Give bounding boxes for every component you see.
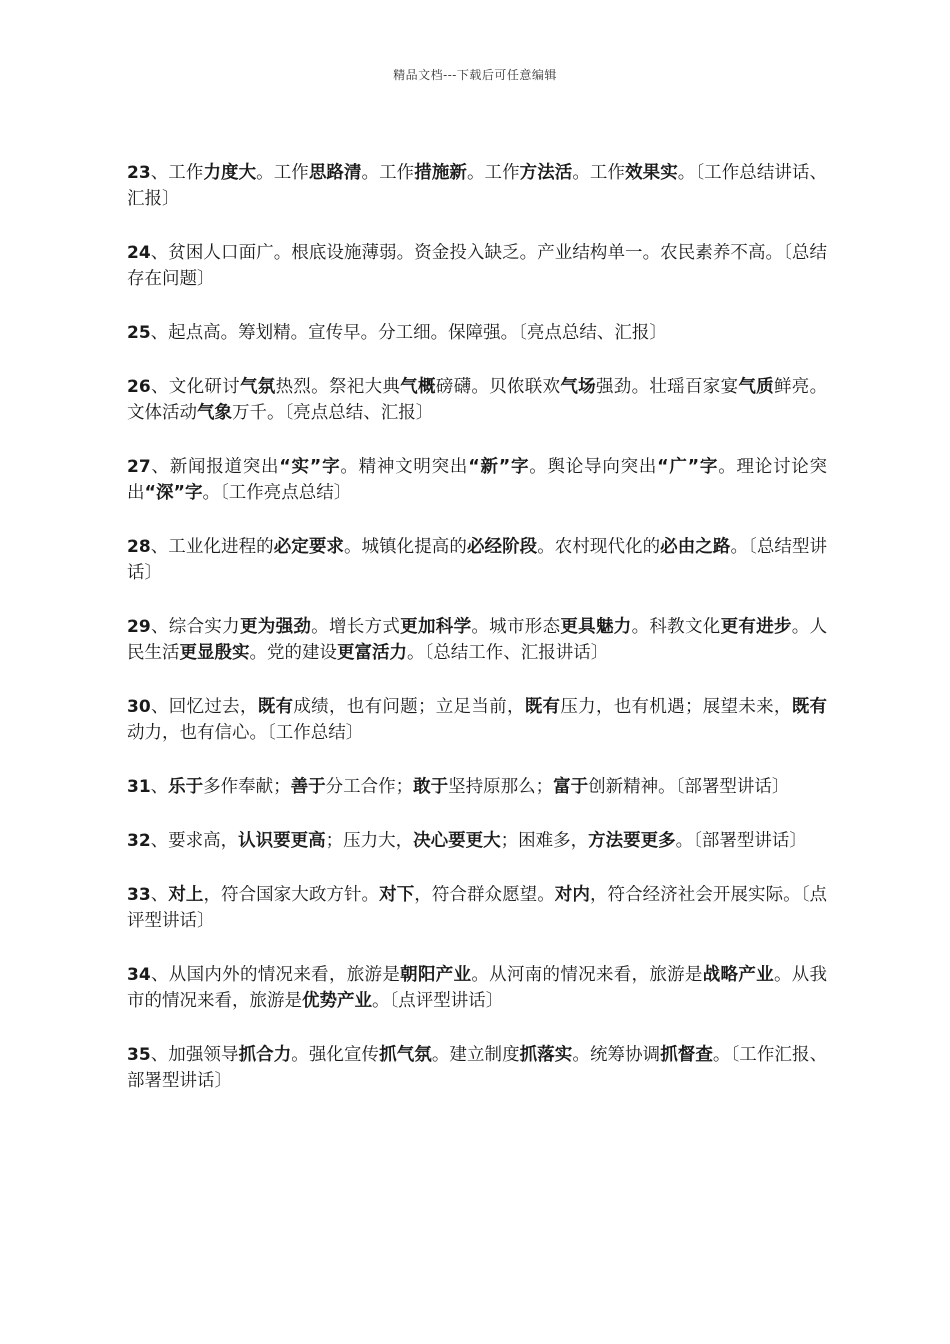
- emphasis-text: 效果实: [625, 163, 678, 183]
- emphasis-text: 更为强劲: [239, 617, 312, 637]
- body-text: 。增长方式: [311, 617, 401, 637]
- body-text: 鲜亮。文体活动: [127, 377, 828, 423]
- emphasis-text: 方法活: [519, 163, 573, 183]
- emphasis-text: 气氛: [239, 377, 276, 397]
- emphasis-text: 优势产业: [302, 991, 372, 1011]
- list-item: [127, 828, 827, 854]
- body-text: 、工业化进程的: [150, 537, 274, 557]
- emphasis-text: 更加科学: [400, 617, 472, 637]
- list-item: [127, 962, 827, 1014]
- emphasis-text: “广”字: [657, 457, 719, 477]
- body-text: 。城市形态: [471, 617, 561, 637]
- item-number: 30: [127, 697, 151, 717]
- emphasis-text: “新”字: [468, 457, 530, 477]
- body-text: 热烈。祭祀大典: [275, 377, 401, 397]
- list-item: [127, 374, 827, 426]
- body-text: 、工作: [150, 163, 204, 183]
- body-text: 、起点高。筹划精。宣传早。分工细。保障强。〔亮点总结、汇报〕: [150, 323, 667, 343]
- body-text: 。从河南的情况来看，旅游是: [471, 965, 703, 985]
- body-text: 磅礴。贝侬联欢: [435, 377, 561, 397]
- item-number: 25: [127, 323, 151, 343]
- emphasis-text: 必由之路: [660, 537, 731, 557]
- emphasis-text: 更有进步: [720, 617, 792, 637]
- list-item: [127, 240, 827, 292]
- item-number: 24: [127, 243, 151, 263]
- list-item: [127, 320, 827, 346]
- emphasis-text: 气场: [560, 377, 596, 397]
- list-item: [127, 1042, 827, 1094]
- item-number: 31: [127, 777, 151, 797]
- emphasis-text: 措施新: [414, 163, 467, 183]
- body-text: 。农村现代化的: [537, 537, 661, 557]
- emphasis-text: 思路清: [308, 163, 362, 183]
- body-text: 。强化宣传: [291, 1045, 380, 1065]
- body-text: 动力，也有信心。〔工作总结〕: [127, 723, 364, 743]
- body-text: 。〔总结型讲话〕: [127, 537, 828, 583]
- body-text: 。〔工作亮点总结〕: [202, 483, 352, 503]
- page-header: 精品文档---下载后可任意编辑: [393, 68, 557, 82]
- body-text: 、综合实力: [150, 617, 240, 637]
- body-text: 、新闻报道突出: [150, 457, 280, 477]
- emphasis-text: 更具魅力: [560, 617, 632, 637]
- body-text: 、从国内外的情况来看，旅游是: [150, 965, 401, 985]
- body-text: 。工作: [256, 163, 309, 183]
- emphasis-text: 既有: [524, 697, 561, 717]
- body-text: 压力，也有机遇；展望未来，: [560, 697, 792, 717]
- body-text: 。舆论导向突出: [529, 457, 658, 477]
- body-text: 。工作: [361, 163, 415, 183]
- body-text: 。科教文化: [631, 617, 721, 637]
- body-text: 万千。〔亮点总结、汇报〕: [232, 403, 434, 423]
- emphasis-text: 必定要求: [273, 537, 344, 557]
- emphasis-text: “实”字: [279, 457, 341, 477]
- emphasis-text: 战略产业: [702, 965, 774, 985]
- emphasis-text: 对上: [168, 885, 204, 905]
- document-body: [127, 160, 827, 1122]
- emphasis-text: 敢于: [413, 777, 449, 797]
- body-text: 。从我市的情况来看，旅游是: [127, 965, 828, 1011]
- item-number: 26: [127, 377, 151, 397]
- body-text: 。理论讨论突出: [127, 457, 828, 503]
- item-number: 34: [127, 965, 151, 985]
- body-text: ，符合群众愿望。: [414, 885, 555, 905]
- list-item: [127, 160, 827, 212]
- item-number: 32: [127, 831, 151, 851]
- body-text: 强劲。壮瑶百家宴: [595, 377, 739, 397]
- item-number: 27: [127, 457, 151, 477]
- body-text: 。建立制度: [431, 1045, 520, 1065]
- body-text: 。〔总结工作、汇报讲话〕: [407, 643, 609, 663]
- body-text: 。精神文明突出: [340, 457, 469, 477]
- emphasis-text: “深”字: [144, 483, 203, 503]
- body-text: 。城镇化提高的: [343, 537, 467, 557]
- item-number: 29: [127, 617, 151, 637]
- body-text: 、文化研讨: [150, 377, 240, 397]
- body-text: 。工作: [572, 163, 626, 183]
- emphasis-text: 朝阳产业: [400, 965, 472, 985]
- item-number: 23: [127, 163, 151, 183]
- emphasis-text: 既有: [257, 697, 294, 717]
- emphasis-text: 气质: [738, 377, 774, 397]
- body-text: ，符合国家大政方针。: [203, 885, 380, 905]
- body-text: 。〔工作汇报、部署型讲话〕: [127, 1045, 828, 1091]
- body-text: 、加强领导: [150, 1045, 239, 1065]
- emphasis-text: 更显殷实: [179, 643, 250, 663]
- item-number: 35: [127, 1045, 151, 1065]
- emphasis-text: 气象: [197, 403, 232, 423]
- emphasis-text: 对内: [554, 885, 590, 905]
- body-text: 。统筹协调: [572, 1045, 661, 1065]
- emphasis-text: 抓落实: [519, 1045, 573, 1065]
- list-item: [127, 882, 827, 934]
- emphasis-text: 方法要更多: [588, 831, 676, 851]
- item-number: 33: [127, 885, 151, 905]
- emphasis-text: 富于: [553, 777, 589, 797]
- body-text: 。〔点评型讲话〕: [372, 991, 504, 1011]
- body-text: 。人民生活: [127, 617, 828, 663]
- emphasis-text: 气概: [400, 377, 436, 397]
- list-item: [127, 534, 827, 586]
- body-text: 。工作: [466, 163, 520, 183]
- list-item: [127, 694, 827, 746]
- body-text: 、: [150, 885, 169, 905]
- body-text: ；困难多，: [500, 831, 589, 851]
- emphasis-text: 更富活力: [337, 643, 407, 663]
- body-text: 。〔工作总结讲话、汇报〕: [127, 163, 828, 209]
- body-text: 多作奉献；: [203, 777, 291, 797]
- body-text: 创新精神。〔部署型讲话〕: [588, 777, 790, 797]
- emphasis-text: 既有: [791, 697, 828, 717]
- emphasis-text: 认识要更高: [238, 831, 326, 851]
- emphasis-text: 抓气氛: [379, 1045, 432, 1065]
- emphasis-text: 善于: [290, 777, 326, 797]
- emphasis-text: 抓督查: [660, 1045, 713, 1065]
- body-text: 、回忆过去，: [150, 697, 258, 717]
- emphasis-text: 必经阶段: [466, 537, 538, 557]
- body-text: 坚持原那么；: [448, 777, 554, 797]
- body-text: 。党的建设: [249, 643, 337, 663]
- emphasis-text: 力度大: [203, 163, 257, 183]
- emphasis-text: 抓合力: [238, 1045, 292, 1065]
- body-text: 、贫困人口面广。根底设施薄弱。资金投入缺乏。产业结构单一。农民素养不高。〔总结存在问题〕: [127, 243, 827, 289]
- body-text: 。〔部署型讲话〕: [675, 831, 807, 851]
- list-item: [127, 454, 827, 506]
- item-number: 28: [127, 537, 151, 557]
- body-text: 成绩，也有问题；立足当前，: [293, 697, 525, 717]
- emphasis-text: 决心要更大: [413, 831, 501, 851]
- body-text: 、: [150, 777, 169, 797]
- body-text: 分工合作；: [325, 777, 414, 797]
- emphasis-text: 乐于: [168, 777, 204, 797]
- list-item: [127, 614, 827, 666]
- body-text: ；压力大，: [325, 831, 414, 851]
- list-item: [127, 774, 827, 800]
- emphasis-text: 对下: [379, 885, 415, 905]
- body-text: 、要求高，: [150, 831, 239, 851]
- body-text: ，符合经济社会开展实际。〔点评型讲话〕: [127, 885, 828, 931]
